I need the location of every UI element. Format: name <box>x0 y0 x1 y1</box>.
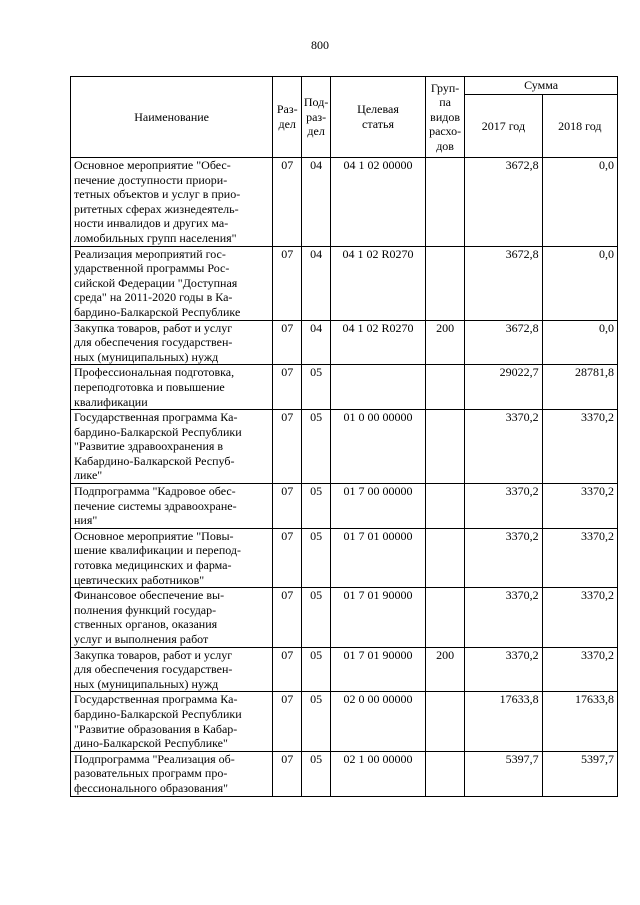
row-name: Финансовое обеспечение вы- полнения функций государ- ственных органов, оказания услуг и выполнения работ <box>71 588 273 647</box>
row-name: Профессиональная подготовка, переподготовка и повышение квалификации <box>71 365 273 410</box>
row-podrazdel: 05 <box>302 647 331 692</box>
table-row <box>71 751 618 796</box>
table-row <box>71 158 618 247</box>
row-group <box>425 484 464 529</box>
row-group: 200 <box>425 647 464 692</box>
row-group <box>425 246 464 320</box>
row-target: 01 7 01 90000 <box>331 647 426 692</box>
row-target <box>331 365 426 410</box>
row-group <box>425 158 464 247</box>
header-name: Наименование <box>71 77 273 158</box>
row-amount-2018: 0,0 <box>542 246 617 320</box>
header-group: Груп- па видов расхо- дов <box>425 77 464 158</box>
row-razdel: 07 <box>273 365 302 410</box>
row-group: 200 <box>425 320 464 365</box>
row-amount-2018: 28781,8 <box>542 365 617 410</box>
row-amount-2017: 3370,2 <box>465 647 542 692</box>
row-podrazdel: 05 <box>302 484 331 529</box>
row-name: Закупка товаров, работ и услуг для обеспечения государствен- ных (муниципальных) нужд <box>71 647 273 692</box>
row-razdel: 07 <box>273 484 302 529</box>
row-amount-2017: 3672,8 <box>465 158 542 247</box>
row-amount-2018: 3370,2 <box>542 528 617 587</box>
row-name: Основное мероприятие "Повы- шение квалификации и перепод- готовка медицинских и фарма- цевтических работников" <box>71 528 273 587</box>
row-amount-2018: 3370,2 <box>542 484 617 529</box>
header-year-2017: 2017 год <box>465 95 542 158</box>
row-razdel: 07 <box>273 588 302 647</box>
row-amount-2018: 3370,2 <box>542 588 617 647</box>
table-body <box>71 158 618 797</box>
row-podrazdel: 05 <box>302 588 331 647</box>
row-podrazdel: 05 <box>302 751 331 796</box>
table-row <box>71 528 618 587</box>
row-podrazdel: 05 <box>302 528 331 587</box>
row-group <box>425 528 464 587</box>
table-row <box>71 647 618 692</box>
row-amount-2017: 3370,2 <box>465 484 542 529</box>
row-amount-2017: 29022,7 <box>465 365 542 410</box>
row-group <box>425 751 464 796</box>
row-group <box>425 410 464 484</box>
table-row <box>71 410 618 484</box>
row-razdel: 07 <box>273 246 302 320</box>
row-razdel: 07 <box>273 692 302 751</box>
row-target: 04 1 02 R0270 <box>331 246 426 320</box>
row-razdel: 07 <box>273 528 302 587</box>
table-row <box>71 692 618 751</box>
row-target: 04 1 02 00000 <box>331 158 426 247</box>
row-amount-2017: 3672,8 <box>465 320 542 365</box>
header-target: Целевая статья <box>331 77 426 158</box>
row-amount-2018: 3370,2 <box>542 410 617 484</box>
row-name: Государственная программа Ка- бардино-Балкарской Республики "Развитие образования в Кабар- дино-Балкарской Республике" <box>71 692 273 751</box>
row-name: Реализация мероприятий гос- ударственной программы Рос- сийской Федерации "Доступная среда" на 2011-2020 годы в Ка- бардино-Балкарской Республике <box>71 246 273 320</box>
row-amount-2017: 3370,2 <box>465 410 542 484</box>
row-amount-2018: 0,0 <box>542 158 617 247</box>
row-group <box>425 365 464 410</box>
row-group <box>425 588 464 647</box>
row-target: 04 1 02 R0270 <box>331 320 426 365</box>
page-number: 800 <box>311 38 329 52</box>
row-name: Подпрограмма "Реализация об- разовательных программ про- фессионального образования" <box>71 751 273 796</box>
header-sum: Сумма <box>465 77 618 95</box>
row-amount-2017: 17633,8 <box>465 692 542 751</box>
row-razdel: 07 <box>273 647 302 692</box>
table-row <box>71 588 618 647</box>
row-target: 01 0 00 00000 <box>331 410 426 484</box>
row-name: Закупка товаров, работ и услуг для обеспечения государствен- ных (муниципальных) нужд <box>71 320 273 365</box>
row-podrazdel: 04 <box>302 158 331 247</box>
table-row <box>71 246 618 320</box>
row-amount-2018: 0,0 <box>542 320 617 365</box>
row-razdel: 07 <box>273 410 302 484</box>
header-podrazdel: Под- раз- дел <box>302 77 331 158</box>
row-name: Основное мероприятие "Обес- печение доступности приори- тетных объектов и услуг в прио- ритетных сферах жизнедеятель- ности инвалидов и других ма- ломобильных групп населения" <box>71 158 273 247</box>
row-podrazdel: 05 <box>302 410 331 484</box>
row-target: 02 0 00 00000 <box>331 692 426 751</box>
row-amount-2017: 3672,8 <box>465 246 542 320</box>
table-row <box>71 484 618 529</box>
row-group <box>425 692 464 751</box>
row-target: 01 7 01 00000 <box>331 528 426 587</box>
header-razdel: Раз- дел <box>273 77 302 158</box>
row-amount-2017: 3370,2 <box>465 528 542 587</box>
row-podrazdel: 05 <box>302 365 331 410</box>
table-row <box>71 365 618 410</box>
row-amount-2017: 5397,7 <box>465 751 542 796</box>
row-razdel: 07 <box>273 751 302 796</box>
row-amount-2018: 17633,8 <box>542 692 617 751</box>
row-target: 01 7 00 00000 <box>331 484 426 529</box>
row-target: 02 1 00 00000 <box>331 751 426 796</box>
row-razdel: 07 <box>273 158 302 247</box>
header-row <box>71 77 618 95</box>
row-razdel: 07 <box>273 320 302 365</box>
row-name: Подпрограмма "Кадровое обес- печение системы здравоохране- ния" <box>71 484 273 529</box>
row-podrazdel: 04 <box>302 246 331 320</box>
row-podrazdel: 05 <box>302 692 331 751</box>
budget-table <box>70 76 618 797</box>
row-name: Государственная программа Ка- бардино-Балкарской Республики "Развитие здравоохранения в Кабардино-Балкарской Респуб- лике" <box>71 410 273 484</box>
row-amount-2018: 3370,2 <box>542 647 617 692</box>
row-amount-2018: 5397,7 <box>542 751 617 796</box>
header-year-2018: 2018 год <box>542 95 617 158</box>
row-amount-2017: 3370,2 <box>465 588 542 647</box>
row-target: 01 7 01 90000 <box>331 588 426 647</box>
table-row <box>71 320 618 365</box>
row-podrazdel: 04 <box>302 320 331 365</box>
